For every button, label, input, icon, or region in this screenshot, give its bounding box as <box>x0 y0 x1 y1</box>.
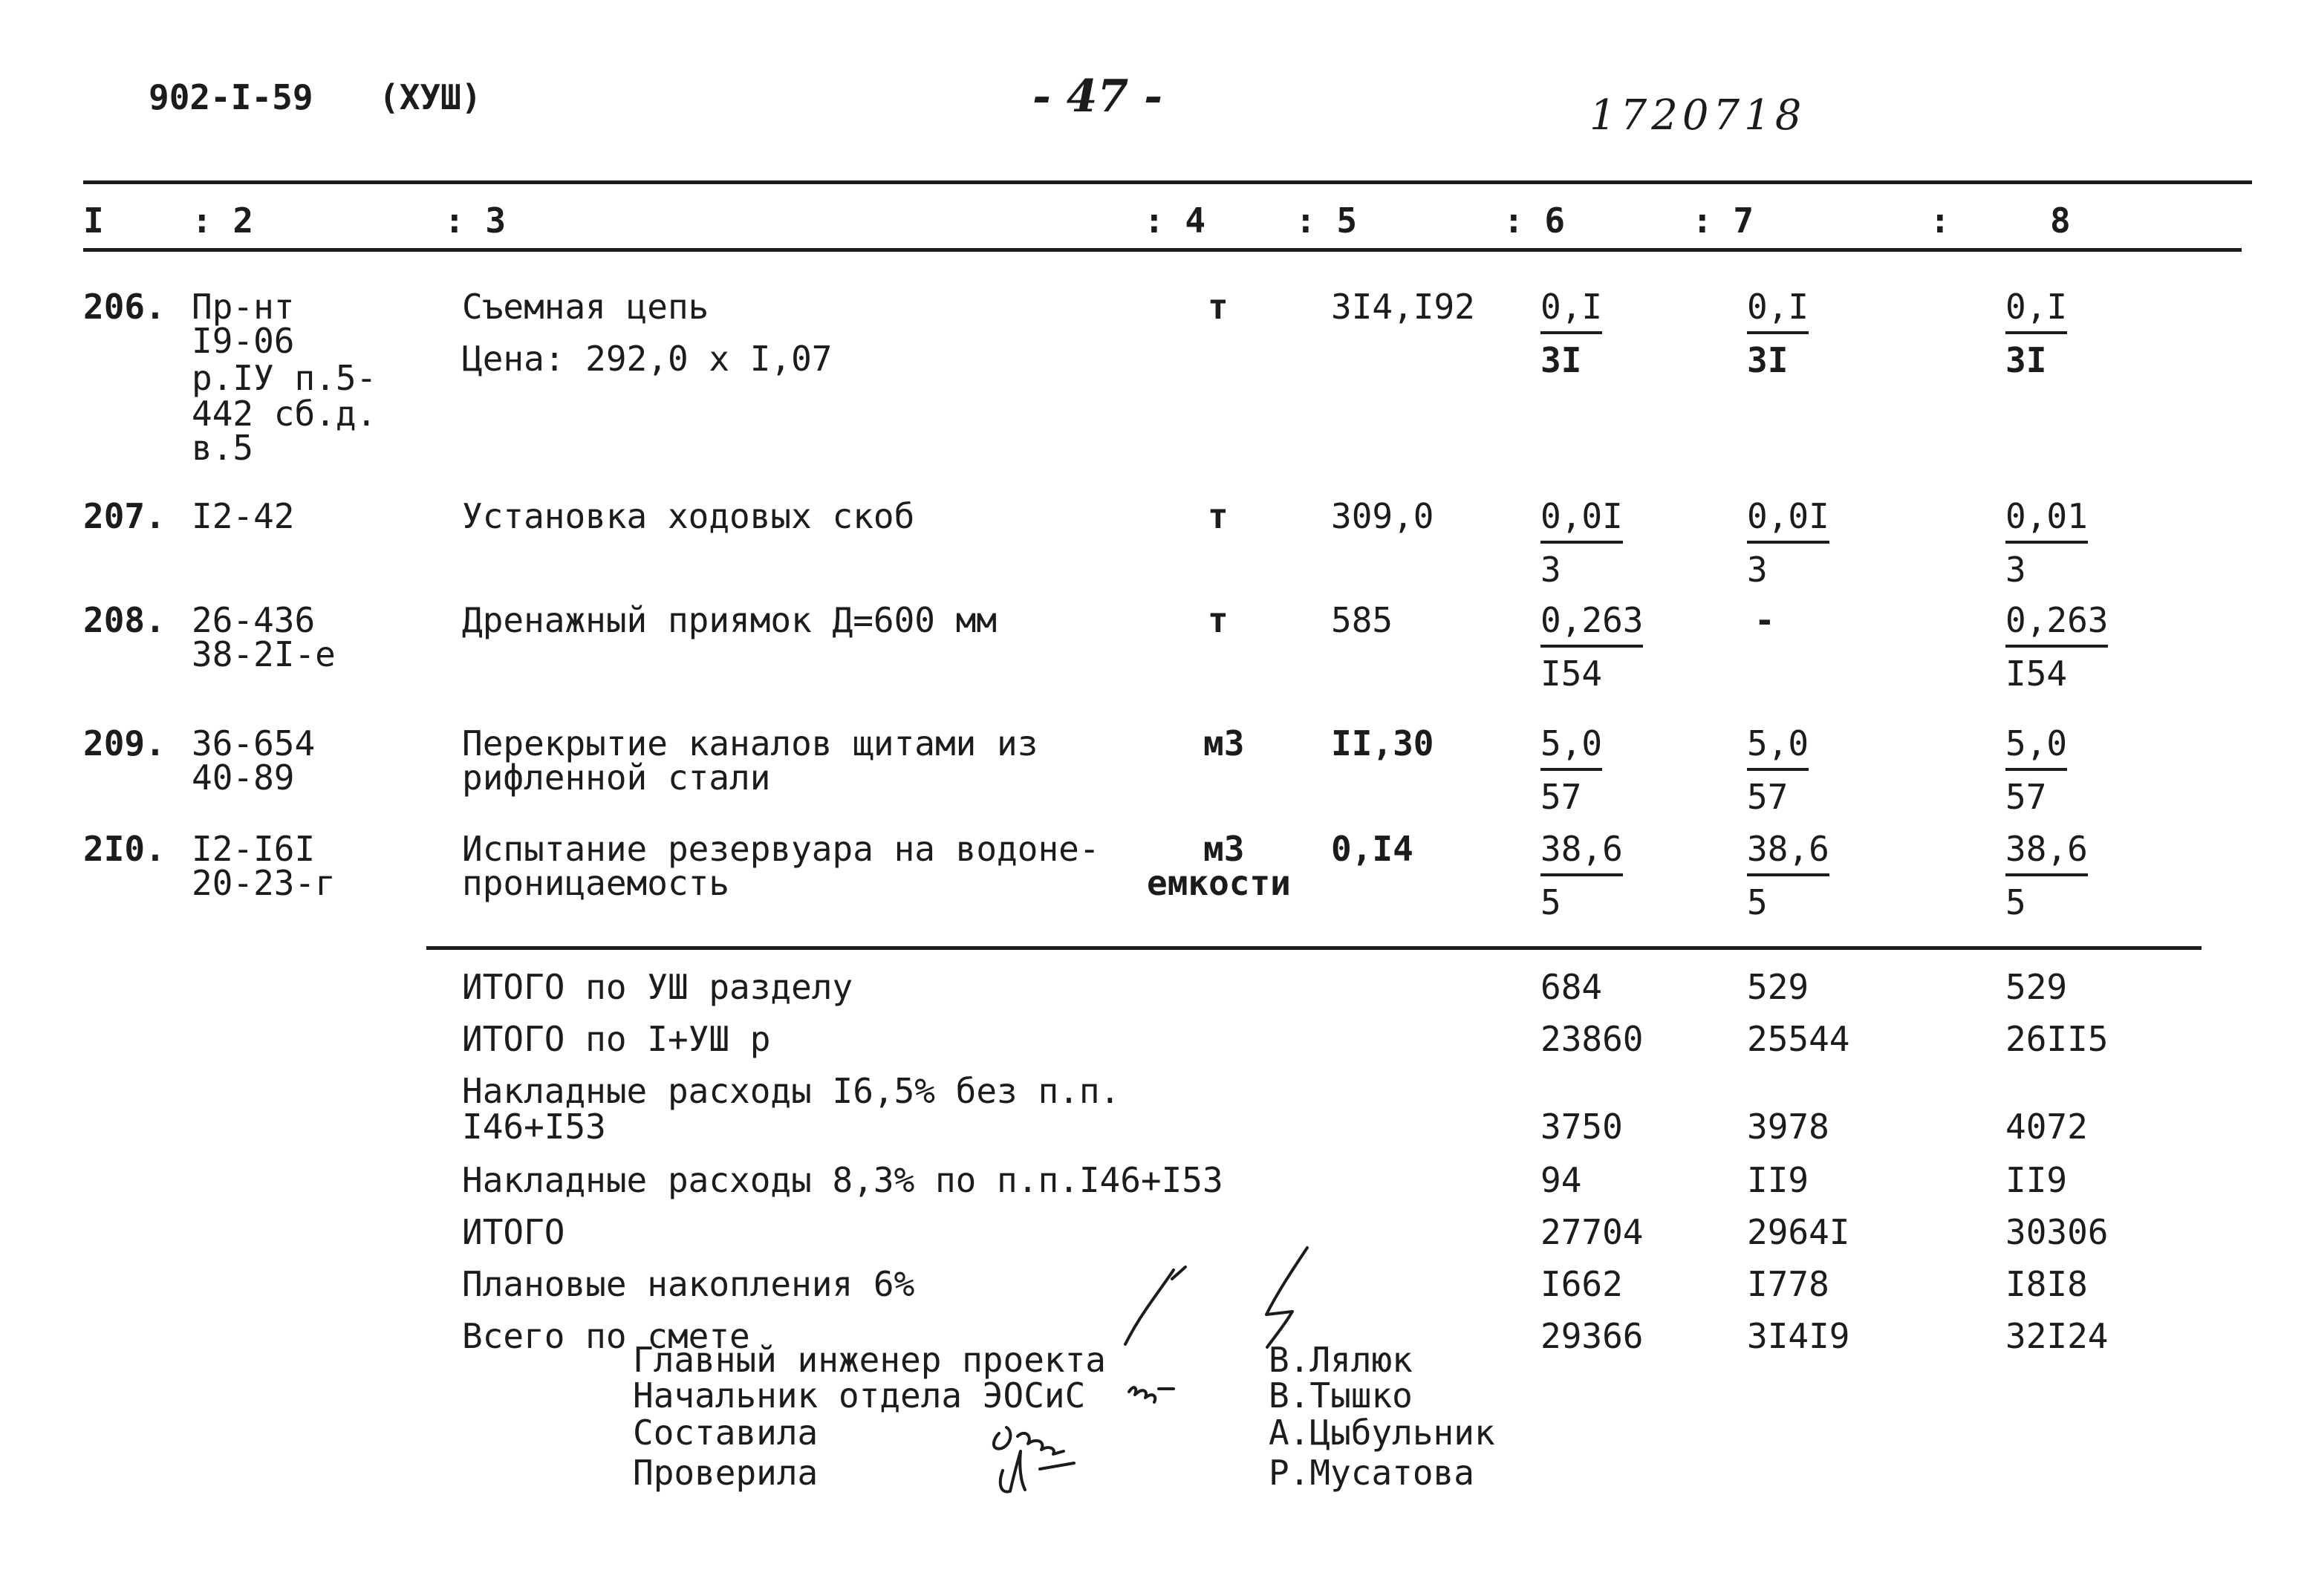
row-code: I9-06 <box>192 321 295 361</box>
signature-stroke <box>1266 1248 1307 1347</box>
totals-label: I46+I53 <box>462 1107 606 1147</box>
totals-label: Накладные расходы 8,3% по п.п.I46+I53 <box>462 1160 1223 1200</box>
section-number: (ХУШ) <box>379 77 482 117</box>
totals-col7: 3978 <box>1747 1107 1829 1147</box>
row-number: 206. <box>83 287 166 327</box>
row-qty-col8: 0,I <box>2005 290 2067 334</box>
totals-col6: I662 <box>1540 1264 1623 1304</box>
row-sum-col6: I54 <box>1540 654 1603 694</box>
row-description: Испытание резервуара на водоне- <box>462 829 1100 869</box>
totals-col6: 29366 <box>1540 1316 1644 1356</box>
row-code: Пр-нт <box>192 287 295 327</box>
row-qty-col6: 0,263 <box>1540 603 1643 648</box>
row-description: Перекрытие каналов щитами из <box>462 723 1038 763</box>
totals-label: ИТОГО по I+УШ р <box>462 1019 771 1059</box>
signature-stroke <box>1129 1387 1174 1402</box>
row-qty-col6: 0,0I <box>1540 499 1623 544</box>
row-unit-price: 309,0 <box>1331 496 1434 536</box>
totals-col7: 25544 <box>1747 1019 1850 1059</box>
row-sum-col8: 57 <box>2005 777 2047 817</box>
row-sum-col6: 5 <box>1540 882 1561 922</box>
row-qty-col7: - <box>1754 600 1775 640</box>
row-number: 209. <box>83 723 166 763</box>
column-header-3: : 3 <box>444 201 507 241</box>
row-sum-col7: 3 <box>1747 550 1768 590</box>
row-code: 40-89 <box>192 758 295 798</box>
row-qty-col7: 5,0 <box>1747 726 1809 771</box>
row-sum-col8: I54 <box>2005 654 2068 694</box>
row-unit-price: 0,I4 <box>1331 829 1413 869</box>
totals-label: Плановые накопления 6% <box>462 1264 915 1304</box>
totals-col6: 94 <box>1540 1160 1582 1200</box>
row-unit: емкости <box>1147 863 1291 903</box>
row-description: Установка ходовых скоб <box>462 496 915 536</box>
signature-name: Р.Мусатова <box>1269 1453 1474 1493</box>
page-number: - 47 - <box>1032 71 1163 123</box>
totals-label: ИТОГО <box>462 1212 565 1252</box>
totals-col7: I778 <box>1747 1264 1829 1304</box>
totals-label: Накладные расходы I6,5% без п.п. <box>462 1071 1121 1111</box>
totals-col8: II9 <box>2005 1160 2068 1200</box>
row-number: 207. <box>83 496 166 536</box>
row-code: р.IУ п.5- <box>192 358 377 398</box>
row-qty-col8: 5,0 <box>2005 726 2067 771</box>
row-number: 208. <box>83 600 166 640</box>
row-description: проницаемость <box>462 863 730 903</box>
row-description: Съемная цепь <box>462 287 709 327</box>
row-unit-price: 585 <box>1331 600 1393 640</box>
signature-name: В.Тышко <box>1269 1375 1413 1416</box>
totals-col8: 30306 <box>2005 1212 2109 1252</box>
signature-stroke <box>1125 1270 1174 1344</box>
row-qty-col6: 5,0 <box>1540 726 1602 771</box>
totals-col6: 684 <box>1540 967 1603 1007</box>
signature-name: В.Лялюк <box>1269 1340 1413 1380</box>
column-header-5: : 5 <box>1295 201 1358 241</box>
row-unit: т <box>1208 287 1229 327</box>
row-code: 36-654 <box>192 723 316 763</box>
row-unit-price: II,30 <box>1331 723 1434 763</box>
row-code: I2-42 <box>192 496 295 536</box>
totals-col8: 32I24 <box>2005 1316 2109 1356</box>
totals-col8: 529 <box>2005 967 2068 1007</box>
row-qty-col8: 38,6 <box>2005 832 2088 876</box>
row-qty-col7: 0,0I <box>1747 499 1829 544</box>
row-code: 38-2I-е <box>192 634 336 674</box>
row-qty-col8: 0,263 <box>2005 603 2108 648</box>
row-sum-col8: 5 <box>2005 882 2026 922</box>
column-header-6: : 6 <box>1503 201 1566 241</box>
row-sum-col7: 57 <box>1747 777 1789 817</box>
column-header-8: 8 <box>2050 201 2071 241</box>
totals-col8: 26II5 <box>2005 1019 2109 1059</box>
signature-role: Начальник отдела ЭОСиС <box>633 1375 1086 1416</box>
row-sum-col7: 3I <box>1747 340 1789 380</box>
signature-role: Составила <box>633 1413 819 1453</box>
signature-name: А.Цыбульник <box>1269 1413 1495 1453</box>
row-unit: т <box>1208 600 1229 640</box>
totals-col7: 3I4I9 <box>1747 1316 1850 1356</box>
row-sum-col8: 3 <box>2005 550 2026 590</box>
row-qty-col8: 0,01 <box>2005 499 2088 544</box>
row-sum-col6: 57 <box>1540 777 1582 817</box>
totals-label: ИТОГО по УШ разделу <box>462 967 853 1007</box>
row-unit-price: 3I4,I92 <box>1331 287 1475 327</box>
row-unit: т <box>1208 496 1229 536</box>
totals-col8: 4072 <box>2005 1107 2088 1147</box>
column-header-1: I <box>83 201 104 241</box>
totals-col6: 23860 <box>1540 1019 1644 1059</box>
totals-col7: 2964I <box>1747 1212 1850 1252</box>
column-header-7: : 7 <box>1692 201 1754 241</box>
row-number: 2I0. <box>83 829 166 869</box>
row-qty-col7: 0,I <box>1747 290 1809 334</box>
row-code: в.5 <box>192 428 254 468</box>
signature-role: Главный инженер проекта <box>633 1340 1106 1380</box>
column-header-2: : 2 <box>192 201 254 241</box>
totals-col6: 27704 <box>1540 1212 1644 1252</box>
row-unit: м3 <box>1203 723 1245 763</box>
row-qty-col6: 0,I <box>1540 290 1602 334</box>
stamp-number: 1720718 <box>1589 91 1806 140</box>
row-unit: м3 <box>1203 829 1245 869</box>
row-sum-col6: 3I <box>1540 340 1582 380</box>
row-code: I2-I6I <box>192 829 316 869</box>
signature-stroke <box>1000 1451 1074 1492</box>
row-qty-col7: 38,6 <box>1747 832 1829 876</box>
column-header-8-separator: : <box>1930 201 1950 241</box>
signature-stroke <box>994 1427 1064 1454</box>
totals-label: Всего по смете <box>462 1316 750 1356</box>
doc-code: 902-I-59 <box>149 77 313 117</box>
row-description: рифленной стали <box>462 758 771 798</box>
column-header-4: : 4 <box>1144 201 1206 241</box>
row-sum-col8: 3I <box>2005 340 2047 380</box>
row-code: 20-23-г <box>192 863 336 903</box>
row-description: Дренажный приямок Д=600 мм <box>462 600 998 640</box>
row-code: 442 сб.д. <box>192 394 377 434</box>
totals-col6: 3750 <box>1540 1107 1623 1147</box>
row-description: Цена: 292,0 х I,07 <box>462 339 833 379</box>
signature-role: Проверила <box>633 1453 819 1493</box>
totals-col7: 529 <box>1747 967 1809 1007</box>
row-qty-col6: 38,6 <box>1540 832 1623 876</box>
row-sum-col6: 3 <box>1540 550 1561 590</box>
row-sum-col7: 5 <box>1747 882 1768 922</box>
row-code: 26-436 <box>192 600 316 640</box>
totals-col8: I8I8 <box>2005 1264 2088 1304</box>
totals-col7: II9 <box>1747 1160 1809 1200</box>
